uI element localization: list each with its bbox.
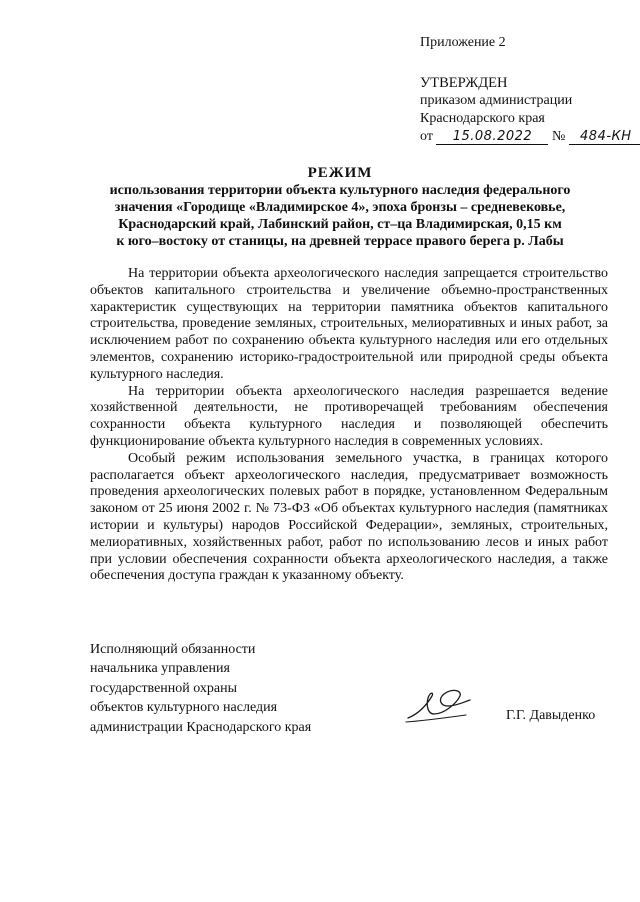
title-word: РЕЖИМ	[307, 165, 373, 181]
body-paragraph: Особый режим использования земельного участка, в границах которого располагается объект археологического наследия, предусматривает возможность проведения археологических полевых работ в порядке, установленном Федеральным законом от 25 июня 2002 г. № 73-ФЗ «Об объектах культурного наследия (памятниках истории и культуры) народов Российской Федерации», земляных, строительных, мелиоративных, хозяйственных работ, работ по использованию лесов и иных работ при условии обеспечения сохранности объекта археологического наследия, а также обеспечения доступа граждан к указанному объекту.	[90, 450, 608, 584]
document-body	[90, 266, 608, 585]
handwritten-signature	[404, 684, 474, 726]
approval-heading: УТВЕРЖДЕН	[420, 75, 508, 91]
signatory-name: Г.Г. Давыденко	[506, 708, 596, 723]
approval-line-2: Краснодарского края	[420, 111, 545, 126]
approval-date-line	[420, 128, 640, 146]
body-paragraph: На территории объекта археологического наследия разрешается ведение хозяйственной деятельности, не противоречащей требованиям обеспечения сохранности объекта культурного наследия и позволяющей обеспечить функционирование объекта культурного наследия в современных условиях.	[90, 383, 608, 449]
signatory-line: администрации Краснодарского края	[90, 719, 312, 735]
handwritten-number: 484-КН	[569, 130, 640, 145]
title-line: использования территории объекта культурного наследия федерального	[109, 183, 571, 198]
approval-block	[420, 74, 640, 146]
signatory-line: Исполняющий обязанности	[90, 642, 256, 657]
title-line: Краснодарский край, Лабинский район, ст–ца Владимирская, 0,15 км	[118, 217, 562, 232]
body-paragraph: На территории объекта археологического наследия запрещается строительство объектов капитального строительства и увеличение объемно-пространственных характеристик существующих на территории памятника объектов капитального строительства, проведение земляных, строительных, мелиоративных и иных работ, за исключением работ по сохранению объекта культурного наследия или его отдельных элементов, сохранению историко-градостроительной или природной среды объекта культурного наследия.	[90, 266, 608, 382]
document-title	[70, 165, 610, 250]
signatory-line: объектов культурного наследия	[90, 700, 278, 716]
signatory-line: начальника управления	[90, 661, 230, 677]
signatory-line: государственной охраны	[90, 680, 238, 696]
handwritten-date: 15.08.2022	[436, 130, 548, 145]
signatory-title	[90, 640, 311, 737]
approval-line-1: приказом администрации	[420, 93, 573, 108]
title-line: значения «Городище «Владимирское 4», эпоха бронзы – средневековье,	[114, 200, 566, 215]
date-prefix: от	[420, 129, 433, 144]
number-sign: №	[551, 129, 566, 144]
appendix-label: Приложение 2	[420, 35, 506, 50]
title-line: к юго–востоку от станицы, на древней террасе правого берега р. Лабы	[116, 234, 564, 249]
